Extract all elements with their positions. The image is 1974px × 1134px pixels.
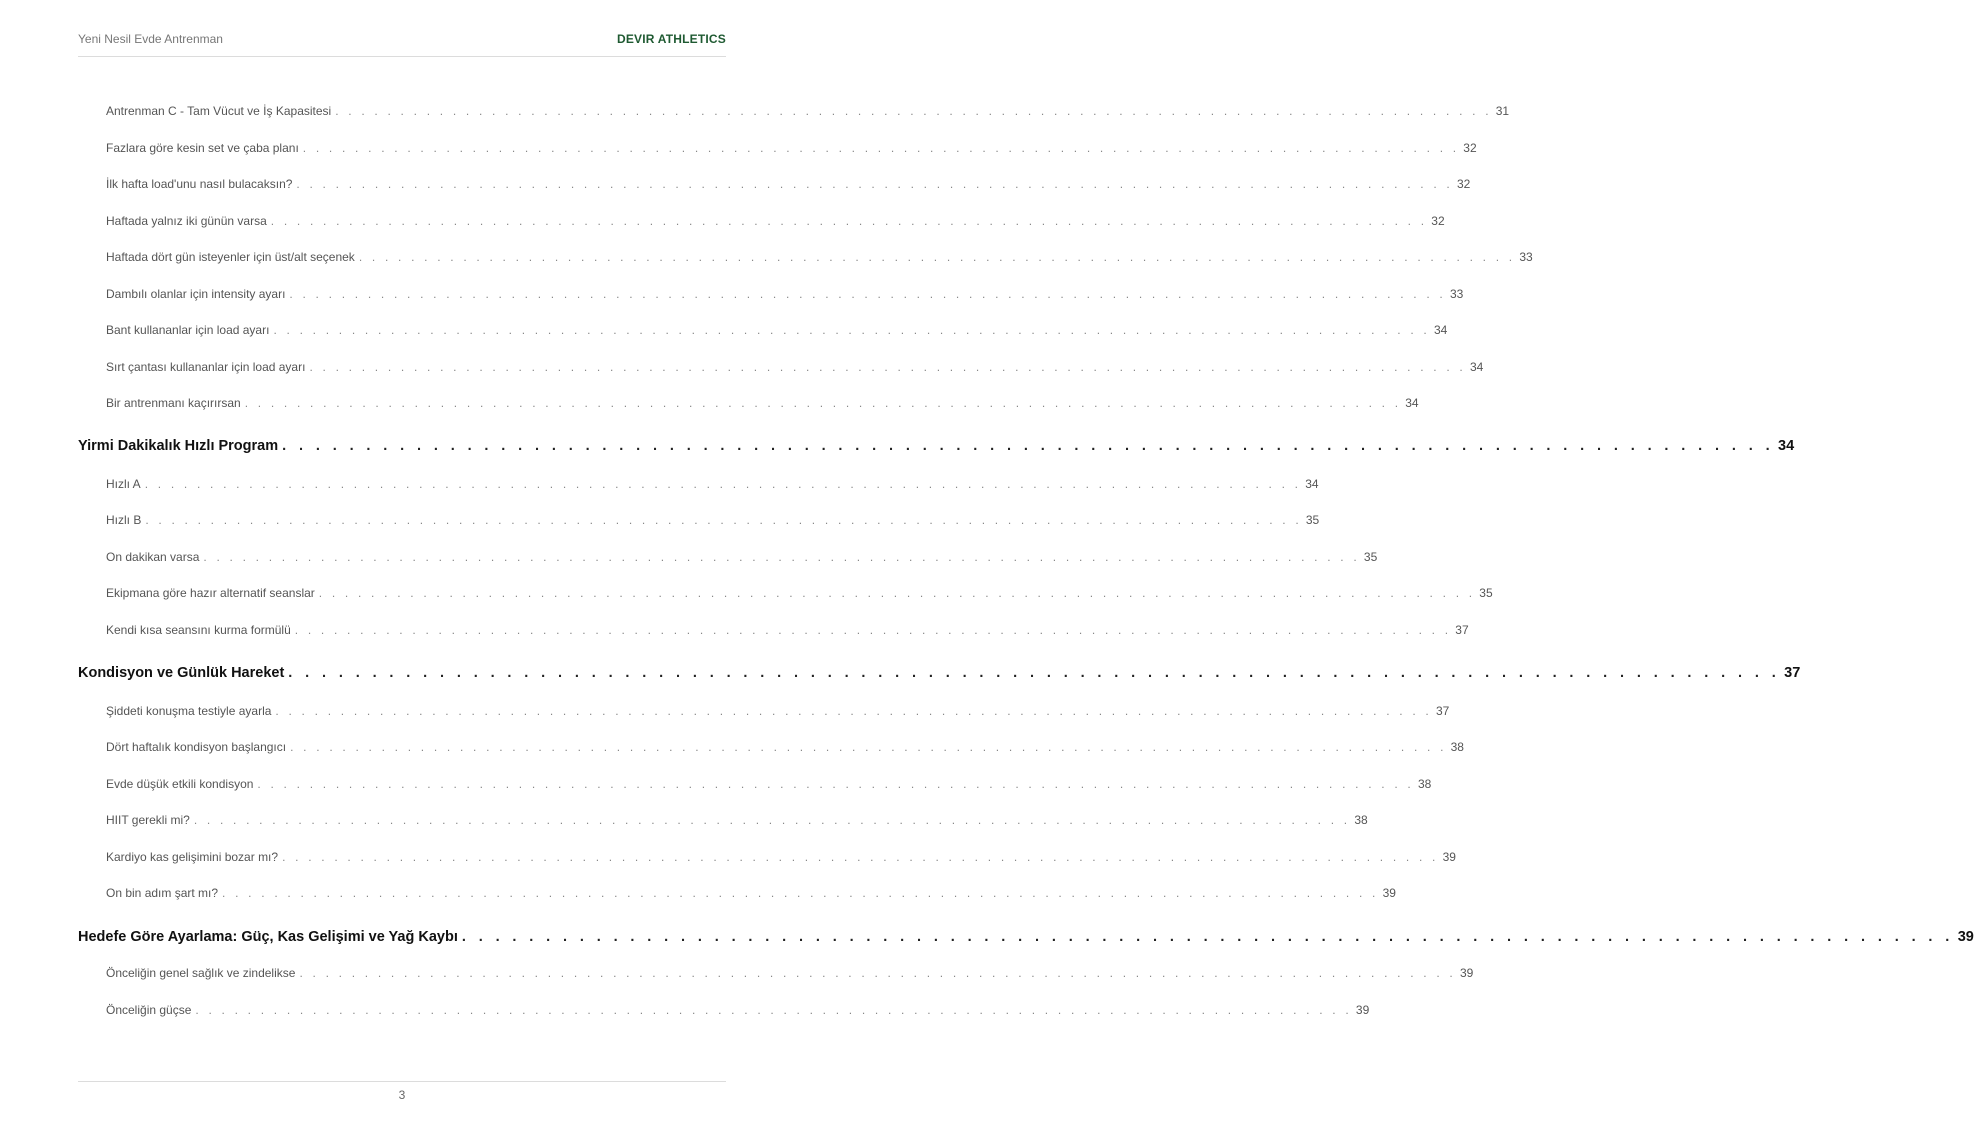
toc-subsection-entry[interactable] [106, 777, 1432, 791]
dot-leader: . . . . . . . . . . . . . . . . . . . . . . . . . . . . . . . . . . . . . . . . . . . . . . . . . . . . . . . . . . . . . . . . . . . . . . . . . . . . . . . . . . . . . . . . . [203, 550, 1360, 564]
toc-section-entry[interactable] [78, 929, 1974, 945]
dot-leader: . . . . . . . . . . . . . . . . . . . . . . . . . . . . . . . . . . . . . . . . . . . . . . . . . . . . . . . . . . . . . . . . . . . . . . . . . . . . . . . . . . . . . . . . . [257, 777, 1414, 791]
toc-entry-title: On bin adım şart mı? [106, 886, 219, 900]
toc-entry-page: 38 [1450, 740, 1464, 754]
dot-leader: . . . . . . . . . . . . . . . . . . . . . . . . . . . . . . . . . . . . . . . . . . . . . . . . . . . . . . . . . . . . . . . . . . . . . . . . . . . . . . . . . . . . . . . . . [273, 323, 1430, 337]
toc-entry-title: HIIT gerekli mi? [106, 813, 190, 827]
toc-entry-page: 35 [1363, 550, 1378, 564]
toc-entry-title: Şiddeti konuşma testiyle ayarla [106, 704, 272, 718]
toc-entry-title: Sırt çantası kullananlar için load ayarı [106, 360, 306, 374]
toc-entry-title: Yirmi Dakikalık Hızlı Program [78, 438, 279, 454]
toc-subsection-entry[interactable] [106, 250, 1533, 264]
page-footer [78, 1081, 726, 1102]
toc-entry-title: Kondisyon ve Günlük Hareket [78, 665, 285, 681]
dot-leader: . . . . . . . . . . . . . . . . . . . . . . . . . . . . . . . . . . . . . . . . . . . . . . . . . . . . . . . . . . . . . . . . . . . . . . . . . . . . . . . . . . . . . . . . . [282, 850, 1439, 864]
toc-entry-title: Haftada dört gün isteyenler için üst/alt seçenek [106, 250, 355, 264]
toc-subsection-entry[interactable] [106, 1003, 1370, 1017]
toc-subsection-entry[interactable] [106, 623, 1469, 637]
toc-entry-page: 39 [1382, 886, 1396, 900]
toc-entry-title: Kendi kısa seansını kurma formülü [106, 623, 291, 637]
dot-leader: . . . . . . . . . . . . . . . . . . . . . . . . . . . . . . . . . . . . . . . . . . . . . . . . . . . . . . . . . . . . . . . . . . . . . . . . . . . . . . . . . . . . . . . . . [290, 740, 1447, 754]
dot-leader: . . . . . . . . . . . . . . . . . . . . . . . . . . . . . . . . . . . . . . . . . . . . . . . . . . . . . . . . . . . . . . . . . . . . . . . . . . . . . . . . . . . . . . . . . [195, 1003, 1352, 1017]
toc-section-entry[interactable] [78, 665, 1801, 681]
toc-subsection-entry[interactable] [106, 477, 1319, 491]
toc-entry-page: 39 [1442, 850, 1456, 864]
toc-subsection-entry[interactable] [106, 513, 1320, 527]
toc-entry-page: 37 [1435, 704, 1450, 718]
toc-subsection-entry[interactable] [106, 214, 1445, 228]
toc-entry-page: 39 [1459, 966, 1474, 980]
dot-leader: . . . . . . . . . . . . . . . . . . . . . . . . . . . . . . . . . . . . . . . . . . . . . . . . . . . . . . . . . . . . . . . . . . . . . . . . . . . . . . . . . . . . . . . . . [461, 929, 1954, 945]
toc-entry-title: Evde düşük etkili kondisyon [106, 777, 254, 791]
toc-subsection-entry[interactable] [106, 396, 1419, 410]
toc-entry-page: 37 [1784, 665, 1801, 681]
toc-entry-page: 34 [1405, 396, 1419, 410]
dot-leader: . . . . . . . . . . . . . . . . . . . . . . . . . . . . . . . . . . . . . . . . . . . . . . . . . . . . . . . . . . . . . . . . . . . . . . . . . . . . . . . . . . . . . . . . . [302, 141, 1460, 155]
document-title: Yeni Nesil Evde Antrenman [78, 32, 223, 46]
toc-entry-page: 39 [1355, 1003, 1370, 1017]
toc-entry-title: Antrenman C - Tam Vücut ve İş Kapasitesi [106, 104, 332, 118]
toc-entry-title: Dambılı olanlar için intensity ayarı [106, 287, 286, 301]
toc-entry-page: 31 [1495, 104, 1510, 118]
toc-entry-page: 38 [1354, 813, 1368, 827]
dot-leader: . . . . . . . . . . . . . . . . . . . . . . . . . . . . . . . . . . . . . . . . . . . . . . . . . . . . . . . . . . . . . . . . . . . . . . . . . . . . . . . . . . . . . . . . . [193, 813, 1351, 827]
dot-leader: . . . . . . . . . . . . . . . . . . . . . . . . . . . . . . . . . . . . . . . . . . . . . . . . . . . . . . . . . . . . . . . . . . . . . . . . . . . . . . . . . . . . . . . . . [222, 886, 1379, 900]
toc-subsection-entry[interactable] [106, 360, 1484, 374]
toc-entry-title: Hızlı A [106, 477, 141, 491]
toc-entry-title: Fazlara göre kesin set ve çaba planı [106, 141, 299, 155]
toc-section-entry[interactable] [78, 438, 1795, 454]
toc-entry-page: 34 [1469, 360, 1484, 374]
dot-leader: . . . . . . . . . . . . . . . . . . . . . . . . . . . . . . . . . . . . . . . . . . . . . . . . . . . . . . . . . . . . . . . . . . . . . . . . . . . . . . . . . . . . . . . . . [296, 177, 1453, 191]
toc-entry-title: Önceliğin güçse [106, 1003, 192, 1017]
page-number: 3 [398, 1088, 406, 1102]
dot-leader: . . . . . . . . . . . . . . . . . . . . . . . . . . . . . . . . . . . . . . . . . . . . . . . . . . . . . . . . . . . . . . . . . . . . . . . . . . . . . . . . . . . . . . . . . [289, 287, 1446, 301]
toc-subsection-entry[interactable] [106, 813, 1368, 827]
toc-entry-page: 33 [1519, 250, 1533, 264]
toc-subsection-entry[interactable] [106, 177, 1471, 191]
toc-subsection-entry[interactable] [106, 886, 1396, 900]
dot-leader: . . . . . . . . . . . . . . . . . . . . . . . . . . . . . . . . . . . . . . . . . . . . . . . . . . . . . . . . . . . . . . . . . . . . . . . . . . . . . . . . . . . . . . . . . [145, 513, 1302, 527]
toc-entry-page: 39 [1957, 929, 1974, 945]
toc-subsection-entry[interactable] [106, 141, 1477, 155]
dot-leader: . . . . . . . . . . . . . . . . . . . . . . . . . . . . . . . . . . . . . . . . . . . . . . . . . . . . . . . . . . . . . . . . . . . . . . . . . . . . . . . . . . . . . . . . . [270, 214, 1428, 228]
dot-leader: . . . . . . . . . . . . . . . . . . . . . . . . . . . . . . . . . . . . . . . . . . . . . . . . . . . . . . . . . . . . . . . . . . . . . . . . . . . . . . . . . . . . . . . . . [294, 623, 1452, 637]
toc-subsection-entry[interactable] [106, 287, 1464, 301]
toc-entry-title: İlk hafta load'unu nasıl bulacaksın? [106, 177, 293, 191]
toc-entry-title: Dört haftalık kondisyon başlangıcı [106, 740, 287, 754]
toc-subsection-entry[interactable] [106, 740, 1464, 754]
toc-entry-title: Bant kullananlar için load ayarı [106, 323, 270, 337]
toc-subsection-entry[interactable] [106, 704, 1450, 718]
toc-entry-page: 38 [1417, 777, 1432, 791]
toc-subsection-entry[interactable] [106, 550, 1378, 564]
toc-entry-title: Hızlı B [106, 513, 142, 527]
toc-entry-page: 37 [1455, 623, 1469, 637]
toc-entry-title: Bir antrenmanı kaçırırsan [106, 396, 241, 410]
toc-subsection-entry[interactable] [106, 323, 1448, 337]
toc-subsection-entry[interactable] [106, 586, 1493, 600]
dot-leader: . . . . . . . . . . . . . . . . . . . . . . . . . . . . . . . . . . . . . . . . . . . . . . . . . . . . . . . . . . . . . . . . . . . . . . . . . . . . . . . . . . . . . . . . . [144, 477, 1302, 491]
dot-leader: . . . . . . . . . . . . . . . . . . . . . . . . . . . . . . . . . . . . . . . . . . . . . . . . . . . . . . . . . . . . . . . . . . . . . . . . . . . . . . . . . . . . . . . . . [275, 704, 1432, 718]
dot-leader: . . . . . . . . . . . . . . . . . . . . . . . . . . . . . . . . . . . . . . . . . . . . . . . . . . . . . . . . . . . . . . . . . . . . . . . . . . . . . . . . . . . . . . . . . [318, 586, 1476, 600]
toc-entry-title: Haftada yalnız iki günün varsa [106, 214, 267, 228]
toc-subsection-entry[interactable] [106, 966, 1474, 980]
toc-entry-page: 32 [1431, 214, 1445, 228]
toc-entry-title: Kardiyo kas gelişimini bozar mı? [106, 850, 279, 864]
toc-entry-title: Hedefe Göre Ayarlama: Güç, Kas Gelişimi ve Yağ Kaybı [78, 929, 458, 945]
toc-entry-page: 32 [1456, 177, 1471, 191]
toc-entry-page: 34 [1778, 438, 1795, 454]
toc-entry-title: Önceliğin genel sağlık ve zindelikse [106, 966, 296, 980]
dot-leader: . . . . . . . . . . . . . . . . . . . . . . . . . . . . . . . . . . . . . . . . . . . . . . . . . . . . . . . . . . . . . . . . . . . . . . . . . . . . . . . . . . . . . . . . . [282, 438, 1774, 454]
toc-entry-page: 34 [1305, 477, 1319, 491]
toc-entry-page: 35 [1305, 513, 1320, 527]
dot-leader: . . . . . . . . . . . . . . . . . . . . . . . . . . . . . . . . . . . . . . . . . . . . . . . . . . . . . . . . . . . . . . . . . . . . . . . . . . . . . . . . . . . . . . . . . [288, 665, 1781, 681]
dot-leader: . . . . . . . . . . . . . . . . . . . . . . . . . . . . . . . . . . . . . . . . . . . . . . . . . . . . . . . . . . . . . . . . . . . . . . . . . . . . . . . . . . . . . . . . . [309, 360, 1466, 374]
dot-leader: . . . . . . . . . . . . . . . . . . . . . . . . . . . . . . . . . . . . . . . . . . . . . . . . . . . . . . . . . . . . . . . . . . . . . . . . . . . . . . . . . . . . . . . . . [299, 966, 1456, 980]
toc-entry-page: 34 [1433, 323, 1448, 337]
brand-name: DEVIR ATHLETICS [616, 32, 726, 46]
dot-leader: . . . . . . . . . . . . . . . . . . . . . . . . . . . . . . . . . . . . . . . . . . . . . . . . . . . . . . . . . . . . . . . . . . . . . . . . . . . . . . . . . . . . . . . . . [335, 104, 1492, 118]
toc-entry-page: 33 [1449, 287, 1464, 301]
toc-entry-page: 35 [1479, 586, 1493, 600]
dot-leader: . . . . . . . . . . . . . . . . . . . . . . . . . . . . . . . . . . . . . . . . . . . . . . . . . . . . . . . . . . . . . . . . . . . . . . . . . . . . . . . . . . . . . . . . . [244, 396, 1402, 410]
toc-subsection-entry[interactable] [106, 104, 1510, 118]
dot-leader: . . . . . . . . . . . . . . . . . . . . . . . . . . . . . . . . . . . . . . . . . . . . . . . . . . . . . . . . . . . . . . . . . . . . . . . . . . . . . . . . . . . . . . . . . [358, 250, 1516, 264]
toc-subsection-entry[interactable] [106, 850, 1456, 864]
toc-entry-page: 32 [1463, 141, 1477, 155]
toc-entry-title: Ekipmana göre hazır alternatif seanslar [106, 586, 315, 600]
toc-entry-title: On dakikan varsa [106, 550, 200, 564]
